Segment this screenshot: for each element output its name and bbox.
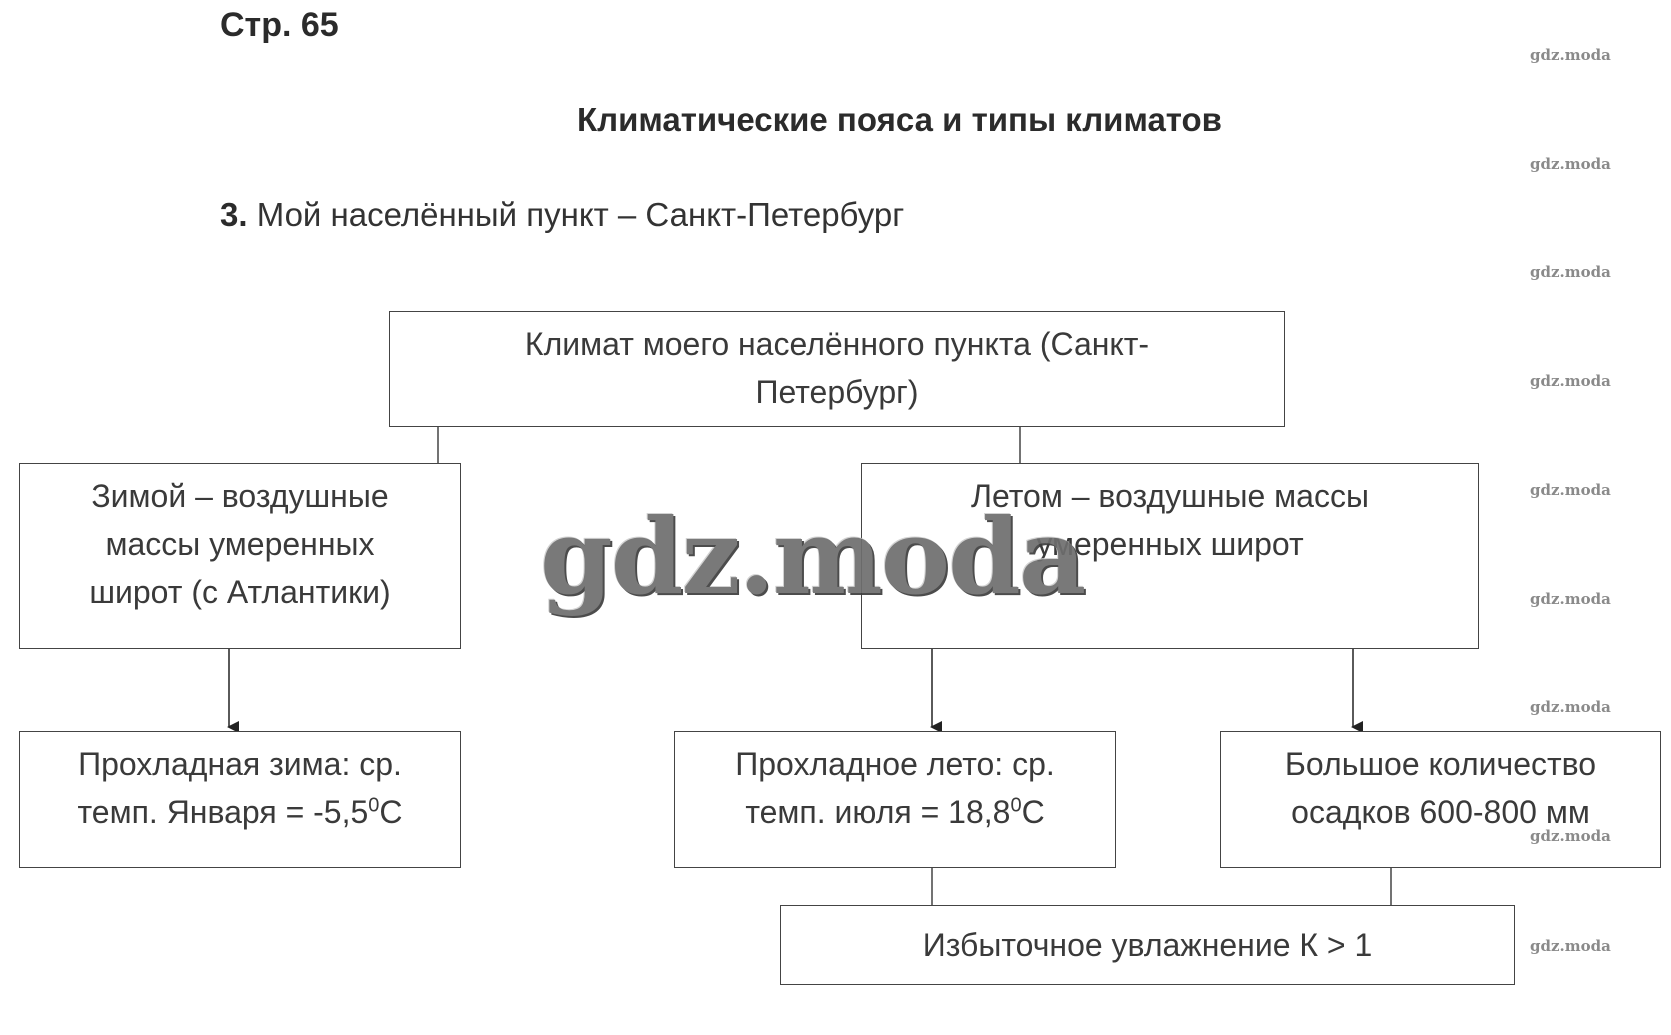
cool-winter-prefix: Прохладная зима: ср. темп. Января = -5,5 — [77, 746, 402, 830]
page-number: Стр. 65 — [220, 6, 339, 44]
task-line — [220, 196, 904, 234]
moisture-text: Избыточное увлажнение К > 1 — [922, 927, 1373, 963]
page-title: Климатические пояса и типы климатов — [577, 101, 1222, 138]
winter-air-text: Зимой – воздушные массы умеренных широт (с Атлантики) — [89, 478, 391, 610]
watermark-small-2: gdz.moda — [1530, 155, 1611, 173]
winter-air-box — [19, 463, 461, 649]
cool-summer-unit: С — [1021, 794, 1045, 830]
precipitation-text: Большое количество осадков 600-800 мм — [1284, 746, 1597, 830]
watermark-small-4: gdz.moda — [1530, 372, 1611, 390]
cool-winter-box — [19, 731, 461, 868]
cool-summer-prefix: Прохладное лето: ср. темп. июля = 18,8 — [735, 746, 1055, 830]
watermark-large: gdz.moda — [540, 495, 1085, 618]
cool-summer-degree: 0 — [1010, 794, 1022, 817]
moisture-box — [780, 905, 1515, 985]
cool-winter-degree: 0 — [368, 794, 380, 817]
climate-root-box — [389, 311, 1285, 427]
task-number: 3. — [220, 196, 248, 233]
watermark-small-7: gdz.moda — [1530, 698, 1611, 716]
summer-air-text: Летом – воздушные массы умеренных широт — [971, 478, 1369, 562]
watermark-small-6: gdz.moda — [1530, 590, 1611, 608]
cool-summer-box — [674, 731, 1116, 868]
precipitation-box — [1220, 731, 1661, 868]
climate-root-text: Климат моего населённого пункта (Санкт- Петербург) — [524, 326, 1150, 410]
cool-winter-text — [77, 732, 402, 867]
task-text: Мой населённый пункт – Санкт-Петербург — [256, 196, 905, 233]
watermark-small-5: gdz.moda — [1530, 481, 1611, 499]
cool-summer-text — [735, 732, 1055, 867]
cool-winter-unit: С — [379, 794, 403, 830]
watermark-small-9: gdz.moda — [1530, 937, 1611, 955]
watermark-small-8: gdz.moda — [1530, 827, 1611, 845]
watermark-small-1: gdz.moda — [1530, 46, 1611, 64]
watermark-small-3: gdz.moda — [1530, 263, 1611, 281]
